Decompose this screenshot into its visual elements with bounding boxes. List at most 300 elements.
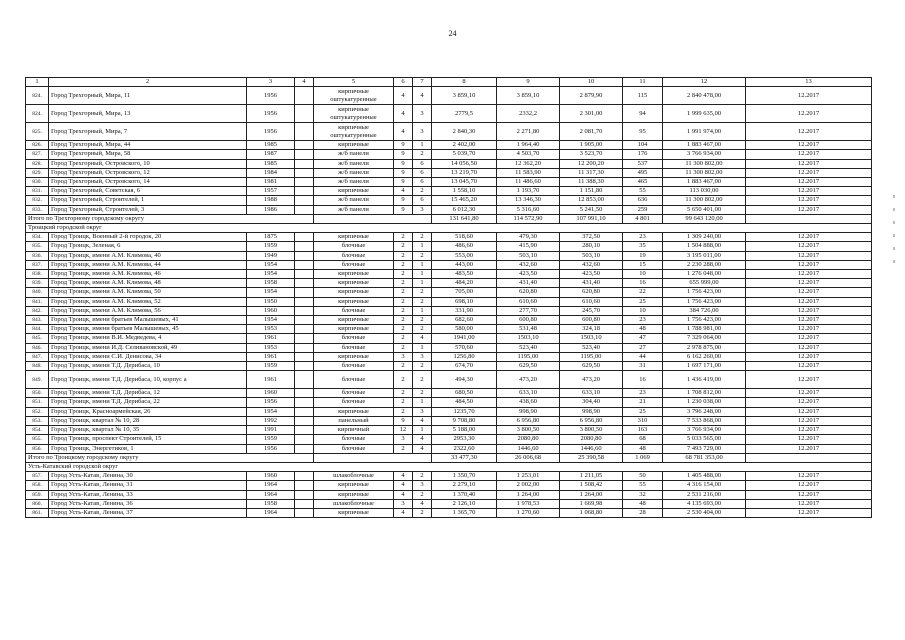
- entrances: 2: [413, 297, 432, 306]
- residents: 35: [623, 242, 663, 251]
- wall-material: ж/б панели: [314, 178, 394, 187]
- residents: 21: [623, 398, 663, 407]
- column-number-12: 12: [663, 78, 746, 87]
- row-number: 843.: [26, 316, 49, 325]
- row-number: 834.: [26, 233, 49, 242]
- table-row: [26, 251, 872, 260]
- address: Город Трехгорный, Мира, 13: [49, 105, 247, 123]
- address: Город Троицк, имени А.М. Климова, 48: [49, 279, 247, 288]
- floors: 12: [394, 426, 413, 435]
- address: Город Трехгорный, Островского, 12: [49, 168, 247, 177]
- living-area: 633,10: [497, 389, 560, 398]
- living-area: 114 572,90: [497, 214, 560, 223]
- col-4: [295, 407, 314, 416]
- living-area: 423,50: [497, 270, 560, 279]
- housing-register-table: [25, 77, 872, 518]
- residents: 47: [623, 334, 663, 343]
- address: Город Трехгорный, Строителей, 1: [49, 196, 247, 205]
- deadline: 12.2017: [746, 362, 872, 371]
- floors: 4: [394, 123, 413, 141]
- floors: 2: [394, 270, 413, 279]
- cost: 11 300 802,00: [663, 168, 746, 177]
- address: Город Троицк, имени Т.Д. Дерибаса, 10: [49, 362, 247, 371]
- floors: 2: [394, 371, 413, 389]
- living-area: 13 346,30: [497, 196, 560, 205]
- wall-material: ж/б панели: [314, 205, 394, 214]
- total-area: 1 350,70: [432, 472, 497, 481]
- living-area: 4 503,70: [497, 150, 560, 159]
- total-area: 13 045,70: [432, 178, 497, 187]
- table-row: [26, 288, 872, 297]
- floors: 2: [394, 233, 413, 242]
- cost: 1 883 467,00: [663, 178, 746, 187]
- total-area: 1 365,70: [432, 508, 497, 517]
- living-area: 12 362,20: [497, 159, 560, 168]
- wall-material: шлакоблочные: [314, 499, 394, 508]
- build-year: 1981: [247, 178, 295, 187]
- residents: 16: [623, 371, 663, 389]
- deadline: 12.2017: [746, 233, 872, 242]
- table-row: [26, 508, 872, 517]
- residential-area: 1 068,80: [560, 508, 623, 517]
- col-4: [295, 472, 314, 481]
- group-title: Троицкий городской округ: [26, 224, 872, 233]
- table-row: [26, 297, 872, 306]
- wall-material: блочные: [314, 251, 394, 260]
- residential-area: 1 669,98: [560, 499, 623, 508]
- residential-area: 610,60: [560, 297, 623, 306]
- build-year: 1949: [247, 251, 295, 260]
- wall-material: ж/б панели: [314, 168, 394, 177]
- entrances: 1: [413, 242, 432, 251]
- col-4: [295, 205, 314, 214]
- address: Город Троицк, имени Т.Д. Дерибаса, 10, корпус а: [49, 371, 247, 389]
- residents: 259: [623, 205, 663, 214]
- entrances: 2: [413, 362, 432, 371]
- cost: 11 300 802,00: [663, 159, 746, 168]
- deadline: [746, 453, 872, 462]
- build-year: 1992: [247, 416, 295, 425]
- living-area: 2080,80: [497, 435, 560, 444]
- build-year: 1958: [247, 499, 295, 508]
- cost: 2 530 404,00: [663, 508, 746, 517]
- deadline: 12.2017: [746, 499, 872, 508]
- wall-material: блочные: [314, 306, 394, 315]
- address: Город Троицк, имени братьев Малышевых, 45: [49, 325, 247, 334]
- entrances: 6: [413, 178, 432, 187]
- table-row: [26, 87, 872, 105]
- build-year: 1960: [247, 389, 295, 398]
- deadline: 12.2017: [746, 279, 872, 288]
- residential-area: 2 081,70: [560, 123, 623, 141]
- column-number-7: 7: [413, 78, 432, 87]
- residents: 22: [623, 288, 663, 297]
- wall-material: блочные: [314, 435, 394, 444]
- row-number: 844.: [26, 325, 49, 334]
- total-area: 1235,70: [432, 407, 497, 416]
- residents: 4 801: [623, 214, 663, 223]
- floors: 4: [394, 472, 413, 481]
- wall-material: ж/б панели: [314, 150, 394, 159]
- row-number: 852.: [26, 407, 49, 416]
- floors: 9: [394, 205, 413, 214]
- residential-area: 620,80: [560, 288, 623, 297]
- wall-material: кирпичные: [314, 187, 394, 196]
- table-row: [26, 398, 872, 407]
- deadline: 12.2017: [746, 371, 872, 389]
- living-area: 3 859,10: [497, 87, 560, 105]
- residents: 32: [623, 490, 663, 499]
- address: Город Трехгорный, Мира, 7: [49, 123, 247, 141]
- col-4: [295, 288, 314, 297]
- cost: 99 643 120,00: [663, 214, 746, 223]
- col-4: [295, 426, 314, 435]
- table-row: [26, 242, 872, 251]
- address: Город Трехгорный, Советская, 6: [49, 187, 247, 196]
- address: Город Трехгорный, Мира, 11: [49, 87, 247, 105]
- living-area: 431,40: [497, 279, 560, 288]
- deadline: 12.2017: [746, 343, 872, 352]
- build-year: 1991: [247, 426, 295, 435]
- cost: 1 756 423,00: [663, 316, 746, 325]
- residential-area: 2080,80: [560, 435, 623, 444]
- table-body: [26, 78, 872, 518]
- total-area: 2 402,00: [432, 141, 497, 150]
- cost: 1 883 467,00: [663, 141, 746, 150]
- total-area: 15 465,20: [432, 196, 497, 205]
- entrances: 2: [413, 508, 432, 517]
- wall-material: кирпичные: [314, 352, 394, 361]
- entrances: 3: [413, 407, 432, 416]
- cost: 1 991 974,00: [663, 123, 746, 141]
- build-year: 1964: [247, 508, 295, 517]
- floors: 2: [394, 297, 413, 306]
- residents: 68: [623, 435, 663, 444]
- col-4: [295, 159, 314, 168]
- address: Город Усть-Катав, Ленина, 33: [49, 490, 247, 499]
- entrances: 2: [413, 371, 432, 389]
- floors: 4: [394, 105, 413, 123]
- floors: 2: [394, 398, 413, 407]
- entrances: 3: [413, 352, 432, 361]
- col-4: [295, 251, 314, 260]
- table-row: [26, 499, 872, 508]
- residential-area: 629,50: [560, 362, 623, 371]
- build-year: 1954: [247, 270, 295, 279]
- living-area: 432,60: [497, 260, 560, 269]
- entrances: 1: [413, 398, 432, 407]
- living-area: 998,90: [497, 407, 560, 416]
- cost: 2 531 216,00: [663, 490, 746, 499]
- living-area: 277,70: [497, 306, 560, 315]
- living-area: 1503,10: [497, 334, 560, 343]
- deadline: 12.2017: [746, 141, 872, 150]
- residential-area: 1 905,00: [560, 141, 623, 150]
- floors: 4: [394, 187, 413, 196]
- column-number-2: 2: [49, 78, 247, 87]
- floors: 9: [394, 150, 413, 159]
- total-area: 2 840,30: [432, 123, 497, 141]
- deadline: 12.2017: [746, 472, 872, 481]
- build-year: 1875: [247, 233, 295, 242]
- build-year: 1964: [247, 481, 295, 490]
- residential-area: 600,80: [560, 316, 623, 325]
- floors: 2: [394, 362, 413, 371]
- wall-material: блочные: [314, 398, 394, 407]
- residential-area: 107 991,10: [560, 214, 623, 223]
- cost: 7 533 868,00: [663, 416, 746, 425]
- total-area: 705,00: [432, 288, 497, 297]
- residents: 27: [623, 343, 663, 352]
- wall-material: блочные: [314, 260, 394, 269]
- wall-material: кирпичный: [314, 426, 394, 435]
- wall-material: кирпичные оштукатуренные: [314, 123, 394, 141]
- cost: 2 840 478,00: [663, 87, 746, 105]
- cost: 1 276 048,00: [663, 270, 746, 279]
- build-year: 1986: [247, 205, 295, 214]
- column-number-5: 5: [314, 78, 394, 87]
- build-year: 1985: [247, 159, 295, 168]
- wall-material: ж/б панели: [314, 196, 394, 205]
- living-area: 438,60: [497, 398, 560, 407]
- row-number: 850.: [26, 389, 49, 398]
- address: Город Троицк, имени А.М. Климова, 44: [49, 260, 247, 269]
- living-area: 479,30: [497, 233, 560, 242]
- table-row: [26, 343, 872, 352]
- residential-area: 245,70: [560, 306, 623, 315]
- col-4: [295, 260, 314, 269]
- build-year: 1956: [247, 123, 295, 141]
- floors: 2: [394, 288, 413, 297]
- col-4: [295, 196, 314, 205]
- floors: 2: [394, 343, 413, 352]
- cost: 3 195 011,00: [663, 251, 746, 260]
- deadline: 12.2017: [746, 297, 872, 306]
- address: Город Трехгорный, Строителей, 3: [49, 205, 247, 214]
- group-title-row: [26, 224, 872, 233]
- total-area: 14 056,50: [432, 159, 497, 168]
- col-4: [295, 371, 314, 389]
- deadline: 12.2017: [746, 242, 872, 251]
- deadline: 12.2017: [746, 444, 872, 453]
- address: Город Трехгорный, Мира, 44: [49, 141, 247, 150]
- deadline: 12.2017: [746, 426, 872, 435]
- row-number: 858.: [26, 481, 49, 490]
- deadline: 12.2017: [746, 490, 872, 499]
- entrances: 3: [413, 205, 432, 214]
- deadline: 12.2017: [746, 435, 872, 444]
- total-area: 698,10: [432, 297, 497, 306]
- deadline: 12.2017: [746, 407, 872, 416]
- col-4: [295, 316, 314, 325]
- table-row: [26, 334, 872, 343]
- residents: 94: [623, 105, 663, 123]
- address: Город Усть-Катав, Ленина, 37: [49, 508, 247, 517]
- build-year: 1956: [247, 444, 295, 453]
- build-year: 1958: [247, 279, 295, 288]
- col-4: [295, 178, 314, 187]
- address: Город Троицк, Зеленая, 6: [49, 242, 247, 251]
- deadline: 12.2017: [746, 352, 872, 361]
- total-area: 553,00: [432, 251, 497, 260]
- table-row: [26, 316, 872, 325]
- entrances: 2: [413, 288, 432, 297]
- entrances: 2: [413, 316, 432, 325]
- wall-material: шлакоблочные: [314, 472, 394, 481]
- cost: 6 162 260,00: [663, 352, 746, 361]
- residential-area: 998,90: [560, 407, 623, 416]
- deadline: 12.2017: [746, 288, 872, 297]
- table-row: [26, 105, 872, 123]
- wall-material: кирпичные: [314, 297, 394, 306]
- address: Город Троицк, имени А.М. Климова, 50: [49, 288, 247, 297]
- residential-area: 11 317,30: [560, 168, 623, 177]
- residents: 23: [623, 316, 663, 325]
- column-number-3: 3: [247, 78, 295, 87]
- residents: 55: [623, 481, 663, 490]
- cost: 113 030,00: [663, 187, 746, 196]
- build-year: 1956: [247, 398, 295, 407]
- cost: 5 650 401,00: [663, 205, 746, 214]
- cost: 1 999 635,00: [663, 105, 746, 123]
- entrances: 2: [413, 490, 432, 499]
- deadline: 12.2017: [746, 168, 872, 177]
- entrances: 1: [413, 426, 432, 435]
- entrances: 6: [413, 168, 432, 177]
- table-row: [26, 416, 872, 425]
- wall-material: кирпичные: [314, 279, 394, 288]
- total-area: 518,60: [432, 233, 497, 242]
- residential-area: 12 200,20: [560, 159, 623, 168]
- row-number: 857.: [26, 472, 49, 481]
- wall-material: кирпичные: [314, 316, 394, 325]
- build-year: 1950: [247, 297, 295, 306]
- entrances: 3: [413, 105, 432, 123]
- residential-area: 503,10: [560, 251, 623, 260]
- living-area: 523,40: [497, 343, 560, 352]
- address: Город Троицк, имени А.М. Климова, 40: [49, 251, 247, 260]
- build-year: 1987: [247, 150, 295, 159]
- total-label: Итого по Троицкому городскому округу: [26, 453, 314, 462]
- row-number: 831.: [26, 187, 49, 196]
- col-4: [295, 297, 314, 306]
- total-area: 2953,30: [432, 435, 497, 444]
- build-year: 1954: [247, 407, 295, 416]
- column-number-8: 8: [432, 78, 497, 87]
- wall-material: кирпичные оштукатуренные: [314, 105, 394, 123]
- col-4: [295, 123, 314, 141]
- residential-area: 12 853,00: [560, 196, 623, 205]
- address: Город Усть-Катав, Ленина, 30: [49, 472, 247, 481]
- wall-material: кирпичные: [314, 325, 394, 334]
- residential-area: 324,18: [560, 325, 623, 334]
- column-number-4: 4: [295, 78, 314, 87]
- wall-material: блочные: [314, 371, 394, 389]
- deadline: 12.2017: [746, 270, 872, 279]
- entrances: 2: [413, 472, 432, 481]
- total-area: 483,50: [432, 270, 497, 279]
- entrances: 4: [413, 499, 432, 508]
- living-area: 531,48: [497, 325, 560, 334]
- wall-material: кирпичные: [314, 141, 394, 150]
- column-number-9: 9: [497, 78, 560, 87]
- address: Город Троицк, имени И.Д. Селивановской, 49: [49, 343, 247, 352]
- living-area: 26 006,68: [497, 453, 560, 462]
- residents: 15: [623, 260, 663, 269]
- floors: 2: [394, 334, 413, 343]
- address: Город Троицк, имени А.М. Климова, 52: [49, 297, 247, 306]
- address: Город Троицк, Красноармейская, 26: [49, 407, 247, 416]
- col-4: [295, 398, 314, 407]
- entrances: 2: [413, 389, 432, 398]
- deadline: 12.2017: [746, 196, 872, 205]
- residents: 19: [623, 251, 663, 260]
- residents: 23: [623, 389, 663, 398]
- address: Город Троицк, имени В.И. Медведева, 4: [49, 334, 247, 343]
- row-number: 836.: [26, 251, 49, 260]
- total-area: 680,50: [432, 389, 497, 398]
- wall-material: кирпичные: [314, 407, 394, 416]
- table-row: [26, 490, 872, 499]
- floors: 4: [394, 481, 413, 490]
- deadline: 12.2017: [746, 316, 872, 325]
- entrances: 1: [413, 279, 432, 288]
- deadline: 12.2017: [746, 187, 872, 196]
- floors: 4: [394, 87, 413, 105]
- col-4: [295, 481, 314, 490]
- col-4: [295, 270, 314, 279]
- total-area: 6 012,30: [432, 205, 497, 214]
- entrances: 1: [413, 260, 432, 269]
- cost: 1 788 981,00: [663, 325, 746, 334]
- living-area: 2 002,00: [497, 481, 560, 490]
- entrances: 6: [413, 196, 432, 205]
- table-row: [26, 325, 872, 334]
- address: Город Троицк, Военный 2-й городок, 20: [49, 233, 247, 242]
- row-number: 835.: [26, 242, 49, 251]
- column-number-1: 1: [26, 78, 49, 87]
- floors: 3: [394, 352, 413, 361]
- table-row: [26, 178, 872, 187]
- col-4: [295, 499, 314, 508]
- living-area: 2 271,80: [497, 123, 560, 141]
- cost: 11 300 802,00: [663, 196, 746, 205]
- residents: 310: [623, 416, 663, 425]
- build-year: 1964: [247, 490, 295, 499]
- table-row: [26, 150, 872, 159]
- entrances: 4: [413, 416, 432, 425]
- residents: 10: [623, 270, 663, 279]
- table-row: [26, 279, 872, 288]
- build-year: 1956: [247, 105, 295, 123]
- entrances: 4: [413, 435, 432, 444]
- total-area: 5 039,70: [432, 150, 497, 159]
- living-area: 11 486,60: [497, 178, 560, 187]
- residents: 48: [623, 444, 663, 453]
- row-number: 860.: [26, 499, 49, 508]
- residential-area: 6 956,80: [560, 416, 623, 425]
- floors: 2: [394, 444, 413, 453]
- deadline: [746, 214, 872, 223]
- col-4: [295, 352, 314, 361]
- row-number: 833.: [26, 205, 49, 214]
- column-number-row: [26, 78, 872, 87]
- residential-area: 473,20: [560, 371, 623, 389]
- row-number: 851.: [26, 398, 49, 407]
- address: Город Троицк, имени С.И. Денисова, 34: [49, 352, 247, 361]
- col-4: [295, 444, 314, 453]
- row-number: 846.: [26, 343, 49, 352]
